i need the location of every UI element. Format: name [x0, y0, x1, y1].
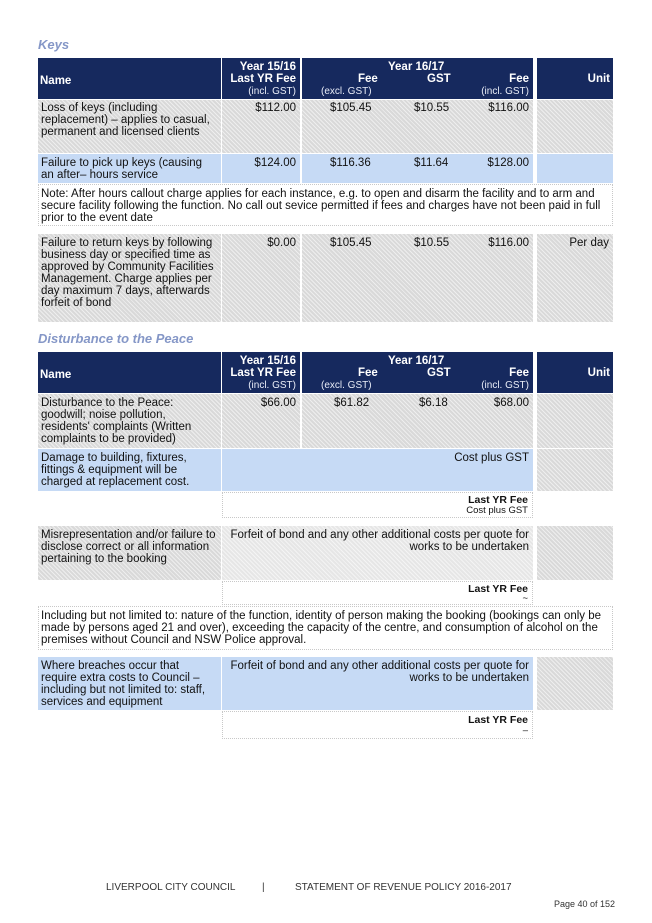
- last-yr-label: Last YR Fee: [468, 494, 528, 506]
- header-excl-gst: (excl. GST): [321, 86, 372, 97]
- header-unit-cell: [537, 58, 613, 99]
- header-year1617-cell: [302, 58, 533, 99]
- keys-note: Note: After hours callout charge applies for each instance, e.g. to open and disarm the facility and to arm and secure facility following the function. No call out sevice permitted if fees and charges have not been paid in full prior to the event date: [41, 188, 601, 224]
- header-gst: GST: [427, 367, 451, 379]
- row-name: Failure to return keys by following business day or specified time as approved by Community Facilities Management. Charge applies per day maximum 7 days, afterwards forfeit of bond: [41, 237, 214, 309]
- row-span-cell: [222, 657, 533, 710]
- row-last-fee: $124.00: [254, 157, 296, 169]
- header-name: Name: [40, 75, 72, 87]
- row-unit-cell: [537, 234, 613, 322]
- header-excl-gst: (excl. GST): [321, 380, 372, 391]
- row-fee-excl: $116.36: [330, 157, 371, 169]
- last-yr-label: Last YR Fee: [468, 714, 528, 726]
- header-unit-cell: [537, 352, 613, 393]
- footer-separator: |: [262, 882, 265, 893]
- header-year1516: Year 15/16: [239, 355, 296, 367]
- last-yr-label: Last YR Fee: [468, 583, 528, 595]
- row-name: Where breaches occur that require extra costs to Council – including but not limited to: staff, services and equipment: [41, 660, 206, 708]
- last-yr-box: [222, 492, 533, 518]
- row-last-fee: $66.00: [260, 397, 296, 409]
- table-row: [38, 394, 221, 448]
- header-name-cell: [38, 58, 221, 99]
- keys-section-title: Keys: [38, 37, 70, 52]
- last-yr-value: –: [522, 725, 528, 736]
- row-name: Loss of keys (including replacement) – applies to casual, permanent and licensed clients: [41, 102, 210, 138]
- row-last-fee: $0.00: [267, 237, 296, 249]
- row-unit-cell: [537, 100, 613, 153]
- row-fee-excl: $105.45: [330, 237, 372, 249]
- row-fee-cell: [302, 100, 533, 153]
- last-yr-box: [222, 581, 533, 605]
- header-year1516: Year 15/16: [239, 61, 296, 73]
- header-incl-gst-2: (incl. GST): [481, 380, 529, 391]
- header-year1617-cell: [302, 352, 533, 393]
- keys-note-box: [38, 184, 613, 226]
- row-fee-incl: $68.00: [493, 397, 529, 409]
- row-unit-cell: [537, 526, 613, 580]
- footer-doc-title: STATEMENT OF REVENUE POLICY 2016-2017: [295, 882, 512, 893]
- row-gst: $11.64: [414, 157, 449, 169]
- header-incl-gst: (incl. GST): [248, 86, 296, 97]
- header-year1516-cell: [222, 58, 300, 99]
- row-fee-incl: $116.00: [488, 102, 529, 114]
- header-unit: Unit: [587, 73, 610, 85]
- table-row: [38, 526, 221, 580]
- header-unit: Unit: [587, 367, 610, 379]
- row-span-cell: [222, 526, 533, 580]
- footer-org: LIVERPOOL CITY COUNCIL: [106, 882, 236, 893]
- row-name: Damage to building, fixtures, fittings & equipment will be charged at replacement cost.: [41, 452, 190, 488]
- row-last-cell: [222, 394, 300, 448]
- row-name: Failure to pick up keys (causing an after– hours service: [41, 157, 203, 181]
- row-last-cell: [222, 100, 300, 153]
- row-unit-cell: [537, 657, 613, 710]
- header-incl-gst-2: (incl. GST): [481, 86, 529, 97]
- row-unit: Per day: [569, 237, 609, 249]
- header-year1516-cell: [222, 352, 300, 393]
- row-fee-cell: [302, 394, 533, 448]
- header-name: Name: [40, 369, 72, 381]
- header-year1617: Year 16/17: [388, 355, 445, 367]
- row-fee-excl: $105.45: [330, 102, 372, 114]
- row-unit-cell: [537, 394, 613, 448]
- table-row: [38, 449, 221, 491]
- header-fee-incl: Fee: [509, 73, 529, 85]
- row-last-fee: $112.00: [255, 102, 296, 114]
- row-last-cell: [222, 154, 300, 183]
- row-name: Misrepresentation and/or failure to disclose correct or all information pertaining to the booking: [41, 529, 216, 565]
- header-fee: Fee: [358, 73, 378, 85]
- row-fee-cell: [302, 154, 533, 183]
- header-name-cell: [38, 352, 221, 393]
- peace-note: Including but not limited to: nature of the function, identity of person making the booking (bookings can only be made by persons aged 21 and over), exceeding the capacity of the centre, and consumption of alcohol on the premises without Council and NSW Police approval.: [41, 610, 602, 646]
- peace-section-title: Disturbance to the Peace: [38, 331, 194, 346]
- header-incl-gst: (incl. GST): [248, 380, 296, 391]
- header-gst: GST: [427, 73, 451, 85]
- last-yr-value: ~: [522, 593, 528, 604]
- last-yr-value: Cost plus GST: [466, 505, 528, 516]
- header-fee: Fee: [358, 367, 378, 379]
- row-fee-incl: $128.00: [487, 157, 529, 169]
- row-fee-incl: $116.00: [488, 237, 529, 249]
- header-last-yr-fee: Last YR Fee: [230, 73, 296, 85]
- row-gst: $6.18: [419, 397, 448, 409]
- row-fee-excl: $61.82: [334, 397, 370, 409]
- table-row: [38, 234, 221, 322]
- header-fee-incl: Fee: [509, 367, 529, 379]
- row-fee-cell: [302, 234, 533, 322]
- table-row: [38, 100, 221, 153]
- row-span-text: Forfeit of bond and any other additional costs per quote for works to be undertaken: [230, 529, 529, 553]
- row-unit-cell: [537, 449, 613, 491]
- row-span-text: Forfeit of bond and any other additional costs per quote for works to be undertaken: [230, 660, 529, 684]
- last-yr-box: [222, 711, 533, 739]
- row-last-cell: [222, 234, 300, 322]
- row-unit-cell: [537, 154, 613, 183]
- header-last-yr-fee: Last YR Fee: [230, 367, 296, 379]
- row-span-text: Cost plus GST: [454, 452, 529, 464]
- row-name: Disturbance to the Peace: goodwill; noise pollution, residents' complaints (Written complaints to be provided): [41, 397, 192, 445]
- header-year1617: Year 16/17: [388, 61, 445, 73]
- table-row: [38, 657, 221, 710]
- row-span-cell: [222, 449, 533, 491]
- peace-note-box: [38, 606, 613, 650]
- row-gst: $10.55: [414, 102, 450, 114]
- row-gst: $10.55: [414, 237, 450, 249]
- footer-page-number: Page 40 of 152: [554, 899, 616, 909]
- table-row: [38, 154, 221, 183]
